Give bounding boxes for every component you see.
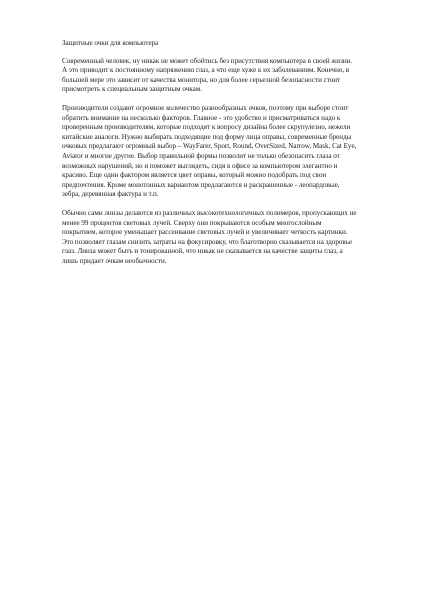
document-body — [62, 39, 358, 276]
paragraph-1: Современный человек, ну никак не может обойтись без присутствия компьютера в своей жизни. А это приводит к постоянному напряжению глаз, а что еще хуже к их заболеваниям. Конечно, в большей мере это зависит от качества монитора, но для более серьезной безопасности стоит присмотреть к специальным защитным очкам. — [62, 56, 353, 94]
document-title: Защитные очки для компьютера — [62, 39, 159, 47]
paragraph-3: Обычно сами линзы делаются из различных высокотехнологичных полимеров, пропускающих не менее 99 процентов световых лучей. Сверху они покрываются особым многослойным покрытием, которое уменьшает рассеивание световых лучей и увеличивает четкость картинки. Это позволяет глазам снизить затраты на фокусировку, что благотворно сказывается на здоровье глаз. Линза может быть и тонированной, что никак не сказывается на качестве защиты глаз, а лишь придает очкам необычности. — [62, 209, 357, 265]
paragraph-2: Производители создают огромное количество разнообразных очков, поэтому при выборе стоит обратить внимание на несколько факторов. Главное - это удобство и присматриваться надо к проверенным производителям, которые подходят к вопросу дизайна более скрупулезно, нежели китайские аналоги. Нужно выбирать подходящие под форму лица оправы, современные бренды очковых предлагают огромный выбор – WayFarer, Sport, Round, OverSized, Narrow, Mask, Cat Eye, Aviator и многие другие. Выбор правильной формы позволит не только обезопасить глаза от возможных нарушений, но и поможет выглядеть, сидя в офисе за компьютером элегантно и красиво. Еще один фактором является цвет оправы, который можно подобрать под свои предпочтения. Кроме монотонных вариантом предлагаются и раскрашенные - леопардовые, зебра, деревянная фактура и т.п. — [62, 104, 357, 199]
